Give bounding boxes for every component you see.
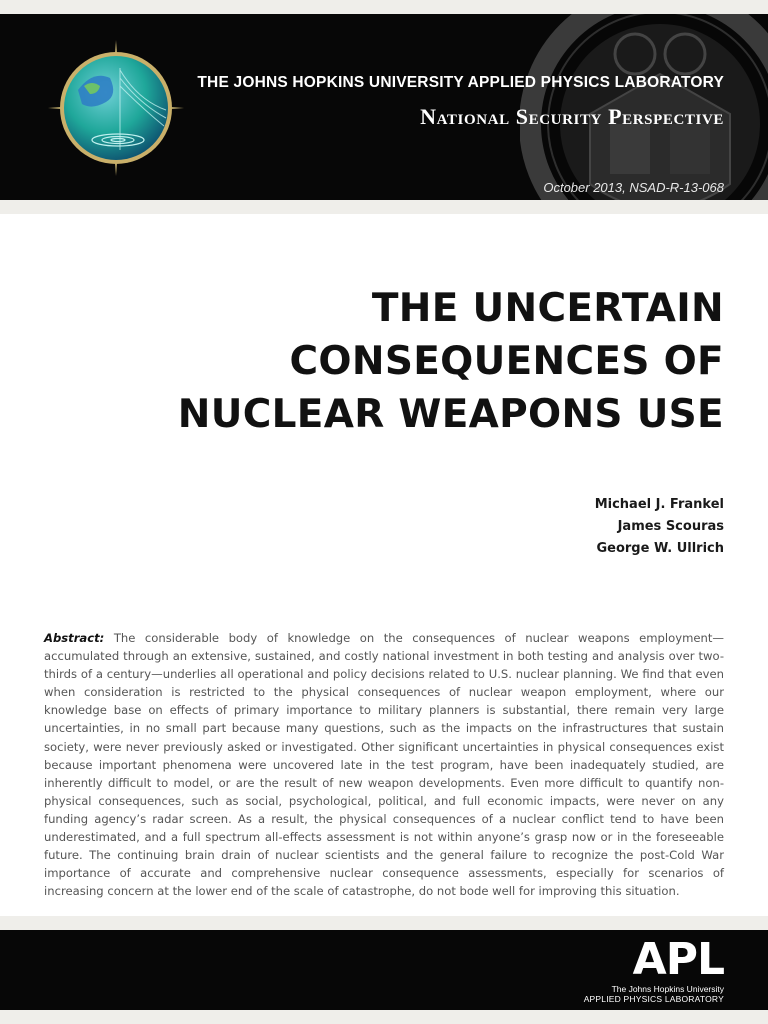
abstract-text: The considerable body of knowledge on the consequences of nuclear weapons employment—accumulated through an extensive, sustained, and costly national investment in both testing and analysis over two-thirds of a century—underlies all operational and policy decisions related to U.S. nuclear planning. We find that even when consideration is restricted to the physical consequences of nuclear weapon employment, where our knowledge base on effects of primary importance to military planners is substantial, there remain very large uncertainties, in no small part because many questions, such as the impacts on the infrastructures that sustain society, were never previously asked or investigated. Other significant uncertainties in physical consequences exist because important phenomena were uncovered late in the test program, have been inadequately studied, are inherently difficult to model, or are the result of new weapon developments. Even more difficult to quantify non-physical consequences, such as social, psychological, political, and full economic impacts, were never on any funding agency’s radar screen. As a result, the physical consequences of a nuclear conflict tend to have been underestimated, and a full spectrum all-effects assessment is not within anyone’s grasp now or in the foreseeable future. The continuing brain drain of nuclear scientists and the general failure to recognize the post-Cold War importance of accurate and comprehensive nuclear consequence assessments, especially for scenarios of increasing concern at the lower end of the scale of catastrophe, do not bode well for improving this situation. (44, 631, 724, 899)
header-band (0, 14, 768, 200)
author-name: James Scouras (617, 519, 724, 534)
globe-logo-icon (48, 40, 184, 176)
apl-logo: APL (632, 934, 724, 985)
organization-name: THE JOHNS HOPKINS UNIVERSITY APPLIED PHYSICS LABORATORY (197, 74, 724, 91)
abstract (44, 629, 724, 900)
title-line: THE UNCERTAIN (371, 286, 724, 331)
title-line: NUCLEAR WEAPONS USE (177, 392, 724, 437)
series-title: National Security Perspective (420, 104, 724, 129)
apl-laboratory-line: APPLIED PHYSICS LABORATORY (583, 994, 724, 1004)
author-list (595, 494, 724, 560)
abstract-label: Abstract: (44, 631, 105, 645)
apl-university-line: The Johns Hopkins University (611, 984, 724, 994)
report-title (124, 282, 724, 441)
report-cover-body (0, 214, 768, 916)
title-line: CONSEQUENCES OF (289, 339, 724, 384)
report-date-number: October 2013, NSAD-R-13-068 (543, 180, 724, 195)
author-name: Michael J. Frankel (594, 497, 724, 512)
author-name: George W. Ullrich (596, 541, 724, 556)
footer-band (0, 930, 768, 1010)
